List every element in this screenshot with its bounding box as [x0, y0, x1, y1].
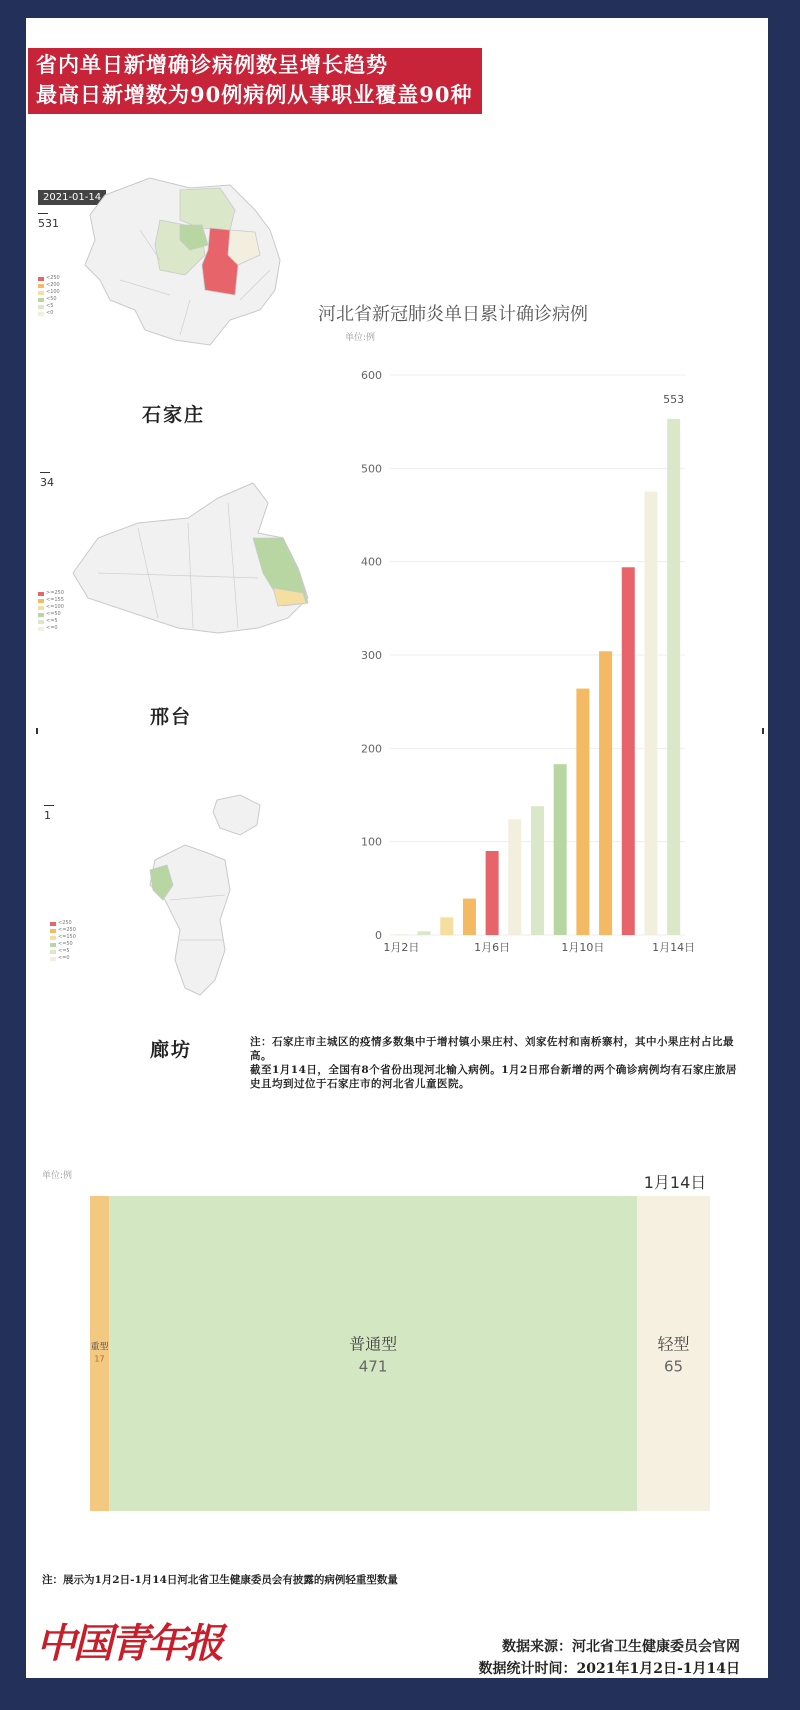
edge-mark-right	[762, 728, 764, 734]
chart-unit: 单位:例	[345, 333, 376, 343]
bar	[576, 689, 589, 935]
bar	[486, 851, 499, 935]
bar	[440, 917, 453, 935]
y-tick-label: 500	[361, 462, 382, 476]
map-max-value: 531	[38, 213, 59, 230]
city-label-shijiazhuang: 石家庄	[142, 404, 206, 426]
data-period: 数据统计时间：2021年1月2日-1月14日	[478, 1661, 740, 1677]
bar	[667, 419, 680, 935]
city-label-langfang: 廊坊	[150, 1039, 193, 1061]
segment-name: 重型	[90, 1342, 109, 1353]
segment	[637, 1196, 710, 1511]
x-tick-label: 1月2日	[383, 941, 420, 954]
xingtai-map-shape	[68, 478, 333, 643]
map-max-value: 34	[40, 472, 54, 489]
severity-unit: 单位:例	[42, 1171, 73, 1181]
chart-title: 河北省新冠肺炎单日累计确诊病例	[318, 304, 588, 325]
segment-name: 普通型	[349, 1334, 398, 1354]
map-max-value: 1	[44, 805, 54, 822]
segment-value: 65	[664, 1357, 684, 1376]
segment	[109, 1196, 637, 1511]
y-tick-label: 200	[361, 742, 382, 756]
daily-cases-bar-chart	[350, 360, 710, 970]
shijiazhuang-map-shape	[80, 170, 300, 360]
segment-name: 轻型	[657, 1334, 690, 1354]
brand-logo: 中国青年报	[36, 1620, 221, 1667]
note-line-2: 截至1月14日，全国有8个省份出现河北输入病例。1月2日邢台新增的两个确诊病例均有石家庄旅居史且均到过位于石家庄市的河北省儿童医院。	[250, 1064, 737, 1090]
bar	[531, 806, 544, 935]
y-tick-label: 600	[361, 369, 382, 382]
data-source: 数据来源：河北省卫生健康委员会官网	[502, 1639, 740, 1655]
x-tick-label: 1月14日	[652, 941, 696, 954]
segment-value: 471	[358, 1357, 388, 1376]
x-tick-label: 1月6日	[474, 941, 511, 954]
y-tick-label: 0	[375, 929, 382, 942]
bar	[599, 651, 612, 935]
category-label: 1月14日	[643, 1173, 707, 1192]
bar	[644, 492, 657, 935]
note-line-1: 注：石家庄市主城区的疫情多数集中于增村镇小果庄村、刘家佐村和南桥寨村，其中小果庄村占比最高。	[250, 1036, 734, 1062]
map-legend: >=250 <=155 <=100 <=50 <=5 <=0	[38, 590, 64, 632]
headline-line-2: 最高日新增数为90例病例从事职业覆盖90种	[36, 82, 473, 107]
map-date-label: 2021-01-14	[38, 190, 106, 205]
bar	[463, 899, 476, 935]
segment	[90, 1196, 109, 1511]
map-note	[250, 1035, 740, 1091]
edge-mark-left	[36, 728, 38, 734]
footer-note: 注：展示为1月2日-1月14日河北省卫生健康委员会有披露的病例轻重型数量	[42, 1574, 398, 1586]
bar	[554, 764, 567, 935]
headline-banner	[28, 48, 482, 114]
bar	[418, 931, 431, 935]
data-label: 553	[663, 392, 685, 406]
map-legend: <250 <200 <100 <50 <5 <0	[38, 275, 60, 317]
langfang-map-shape	[145, 790, 275, 1005]
y-tick-label: 300	[361, 649, 382, 662]
y-tick-label: 400	[361, 555, 382, 569]
bar	[508, 819, 521, 935]
city-label-xingtai: 邢台	[150, 706, 193, 728]
bar	[395, 934, 408, 935]
y-tick-label: 100	[361, 835, 382, 849]
headline-line-1: 省内单日新增确诊病例数呈增长趋势	[36, 52, 388, 77]
segment-value: 17	[94, 1354, 105, 1364]
severity-stacked-bar	[80, 1170, 720, 1515]
x-tick-label: 1月10日	[561, 941, 605, 954]
map-legend: <250 <=250 <=150 <=50 <=5 <=0	[50, 920, 76, 962]
bar	[622, 567, 635, 935]
